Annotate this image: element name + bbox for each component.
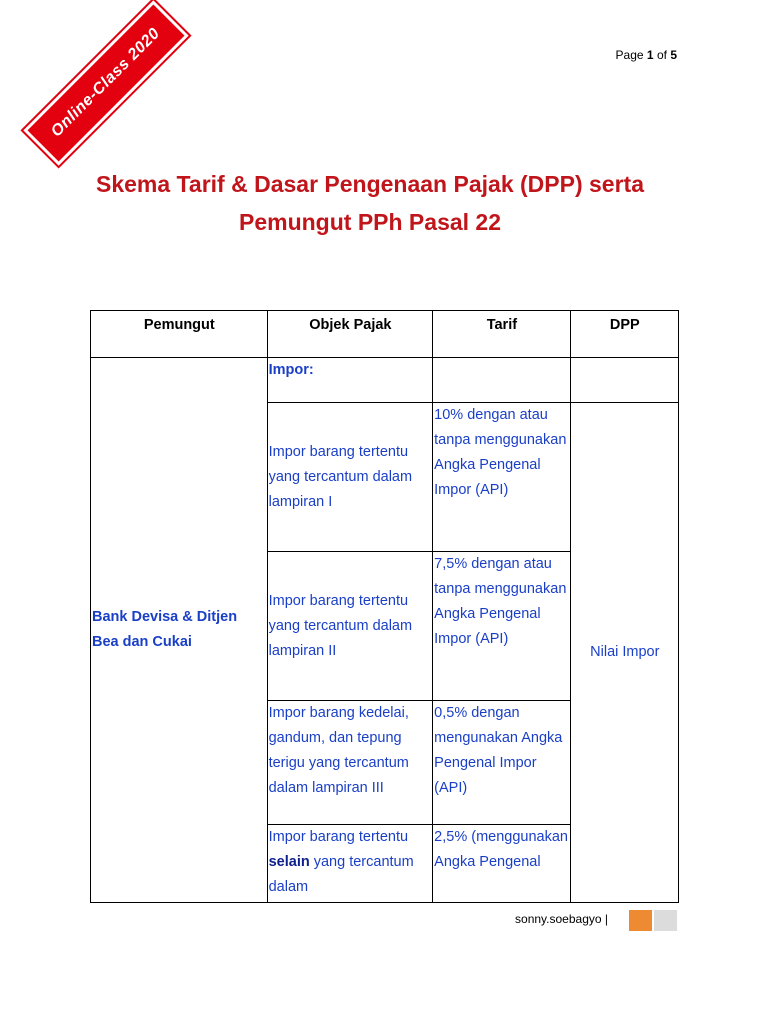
empty-tarif-cell: [433, 358, 570, 403]
stamp-text: Online-Class 2020: [47, 24, 164, 141]
tarif-cell: 10% dengan atau tanpa menggunakan Angka Pengenal Impor (API): [433, 403, 570, 552]
title-line-2: Pemungut PPh Pasal 22: [238, 209, 502, 235]
tariff-table: [90, 310, 679, 903]
objek-text-pre: Impor barang tertentu: [268, 829, 409, 845]
header-dpp: DPP: [570, 311, 678, 358]
objek-cell: Impor barang kedelai, gandum, dan tepung terigu yang tercantum dalam lampiran III: [267, 701, 433, 825]
page-current: 1: [646, 48, 654, 62]
empty-dpp-cell: [570, 358, 678, 403]
header-tarif: Tarif: [433, 311, 570, 358]
document-title: [60, 165, 680, 241]
pemungut-cell: Bank Devisa & Ditjen Bea dan Cukai: [91, 358, 268, 903]
tarif-cell: 7,5% dengan atau tanpa menggunakan Angka Pengenal Impor (API): [433, 552, 570, 701]
title-line-1: Skema Tarif & Dasar Pengenaan Pajak (DPP) serta: [96, 171, 644, 197]
footer-decoration: [629, 910, 677, 931]
objek-cell: Impor barang tertentu yang tercantum dalam lampiran I: [267, 403, 433, 552]
header-pemungut: Pemungut: [91, 311, 268, 358]
table-row-impor-heading: [91, 358, 679, 403]
page-of: of: [656, 48, 667, 62]
objek-cell: [267, 825, 433, 903]
table-header-row: [91, 311, 679, 358]
dpp-cell: Nilai Impor: [570, 403, 678, 903]
footer-author: sonny.soebagyo |: [515, 912, 608, 926]
online-class-stamp: [23, 0, 188, 165]
page-number: [616, 48, 677, 62]
tarif-cell: 2,5% (menggunakan Angka Pengenal: [433, 825, 570, 903]
objek-text-bold: selain: [268, 854, 310, 870]
impor-heading-cell: Impor:: [267, 358, 433, 403]
objek-text-post: yang tercantum dalam: [268, 854, 414, 895]
page-total: 5: [670, 48, 677, 62]
footer-orange-block: [629, 910, 652, 931]
page-prefix: Page: [615, 48, 644, 62]
header-objek-pajak: Objek Pajak: [267, 311, 433, 358]
footer-gray-block: [654, 910, 677, 931]
objek-cell: Impor barang tertentu yang tercantum dalam lampiran II: [267, 552, 433, 701]
tarif-cell: 0,5% dengan mengunakan Angka Pengenal Impor (API): [433, 701, 570, 825]
